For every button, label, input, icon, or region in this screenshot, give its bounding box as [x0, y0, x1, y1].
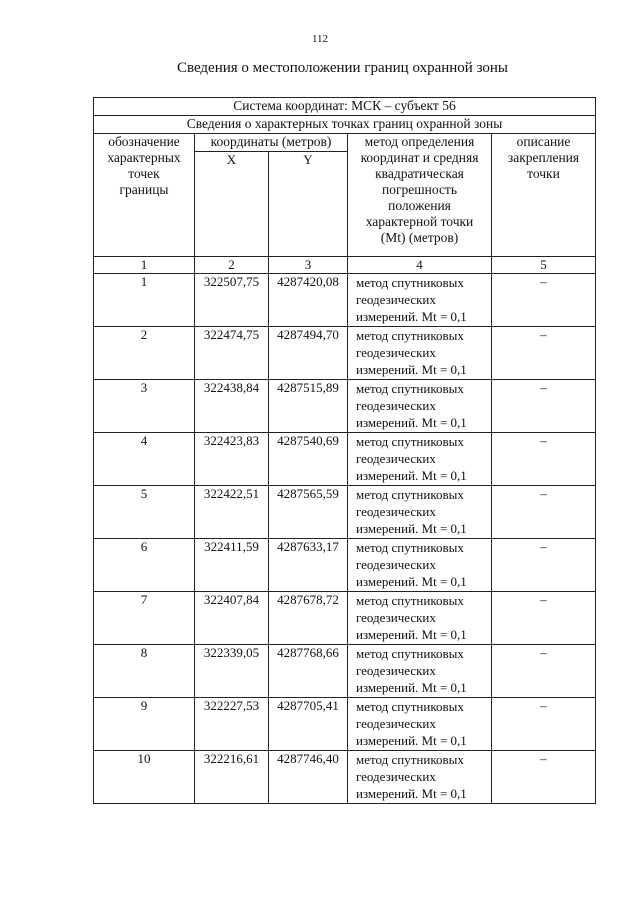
point-description: – — [492, 486, 596, 539]
coord-y: 4287705,41 — [269, 698, 348, 751]
column-number: 5 — [492, 257, 596, 274]
table-row — [94, 645, 596, 698]
header-row-1 — [94, 134, 596, 152]
method-line: метод спутниковых — [356, 699, 464, 714]
header-method-line: (Mt) (метров) — [380, 230, 459, 245]
subtitle-row — [94, 116, 596, 134]
coord-x: 322474,75 — [195, 327, 269, 380]
coord-y: 4287633,17 — [269, 539, 348, 592]
point-description: – — [492, 539, 596, 592]
table-row — [94, 592, 596, 645]
coord-x: 322339,05 — [195, 645, 269, 698]
coordinate-system: Система координат: МСК – субъект 56 — [94, 98, 596, 116]
coord-y: 4287540,69 — [269, 433, 348, 486]
coord-x: 322227,53 — [195, 698, 269, 751]
header-coordinates: координаты (метров) — [195, 134, 348, 152]
coord-x: 322423,83 — [195, 433, 269, 486]
method-line: геодезических — [356, 716, 436, 731]
method-line: геодезических — [356, 451, 436, 466]
method-line: измерений. Mt = 0,1 — [356, 309, 467, 324]
point-description: – — [492, 327, 596, 380]
method-line: геодезических — [356, 610, 436, 625]
method-line: геодезических — [356, 663, 436, 678]
coord-y: 4287515,89 — [269, 380, 348, 433]
method-cell — [348, 751, 492, 804]
method-line: метод спутниковых — [356, 593, 464, 608]
coord-x: 322422,51 — [195, 486, 269, 539]
point-description: – — [492, 380, 596, 433]
point-description: – — [492, 645, 596, 698]
point-number: 1 — [94, 274, 195, 327]
column-number-row — [94, 257, 596, 274]
method-line: метод спутниковых — [356, 646, 464, 661]
method-cell — [348, 274, 492, 327]
table-row — [94, 380, 596, 433]
method-line: метод спутниковых — [356, 487, 464, 502]
point-number: 9 — [94, 698, 195, 751]
header-point-line: обозначение — [108, 134, 180, 149]
method-cell — [348, 380, 492, 433]
header-method-line: метод определения — [364, 134, 475, 149]
point-number: 6 — [94, 539, 195, 592]
coord-y: 4287768,66 — [269, 645, 348, 698]
table-row — [94, 433, 596, 486]
method-line: геодезических — [356, 769, 436, 784]
method-line: геодезических — [356, 292, 436, 307]
column-number: 1 — [94, 257, 195, 274]
method-line: измерений. Mt = 0,1 — [356, 362, 467, 377]
coord-y: 4287565,59 — [269, 486, 348, 539]
coord-y: 4287678,72 — [269, 592, 348, 645]
column-number: 3 — [269, 257, 348, 274]
method-cell — [348, 433, 492, 486]
method-line: геодезических — [356, 557, 436, 572]
header-method-line: погрешность — [381, 182, 457, 197]
coord-y: 4287420,08 — [269, 274, 348, 327]
table-row — [94, 274, 596, 327]
header-y: Y — [269, 152, 348, 257]
point-number: 5 — [94, 486, 195, 539]
table-row — [94, 539, 596, 592]
header-method-line: координат и средняя — [360, 150, 479, 165]
column-number: 2 — [195, 257, 269, 274]
table-row — [94, 751, 596, 804]
method-cell — [348, 539, 492, 592]
point-number: 4 — [94, 433, 195, 486]
header-point-line: границы — [119, 182, 169, 197]
point-description: – — [492, 433, 596, 486]
point-number: 3 — [94, 380, 195, 433]
method-line: измерений. Mt = 0,1 — [356, 733, 467, 748]
coord-x: 322407,84 — [195, 592, 269, 645]
point-number: 2 — [94, 327, 195, 380]
document-title: Сведения о местоположении границ охранной зоны — [176, 60, 509, 76]
method-line: метод спутниковых — [356, 275, 464, 290]
header-x: X — [195, 152, 269, 257]
column-number: 4 — [348, 257, 492, 274]
method-line: метод спутниковых — [356, 328, 464, 343]
header-point-line: точек — [128, 166, 160, 181]
method-cell — [348, 645, 492, 698]
header-point-designation — [94, 134, 195, 257]
table-row — [94, 327, 596, 380]
method-line: измерений. Mt = 0,1 — [356, 574, 467, 589]
point-number: 7 — [94, 592, 195, 645]
method-cell — [348, 592, 492, 645]
header-point-line: характерных — [107, 150, 181, 165]
point-description: – — [492, 698, 596, 751]
table-subtitle: Сведения о характерных точках границ охранной зоны — [94, 116, 596, 134]
coord-x: 322438,84 — [195, 380, 269, 433]
method-line: измерений. Mt = 0,1 — [356, 521, 467, 536]
method-line: измерений. Mt = 0,1 — [356, 468, 467, 483]
method-line: измерений. Mt = 0,1 — [356, 415, 467, 430]
coord-x: 322216,61 — [195, 751, 269, 804]
method-cell — [348, 486, 492, 539]
point-number: 10 — [94, 751, 195, 804]
point-description: – — [492, 751, 596, 804]
method-cell — [348, 698, 492, 751]
point-description: – — [492, 274, 596, 327]
point-number: 8 — [94, 645, 195, 698]
method-line: метод спутниковых — [356, 381, 464, 396]
method-line: геодезических — [356, 398, 436, 413]
header-method-line: характерной точки — [365, 214, 474, 229]
coord-y: 4287494,70 — [269, 327, 348, 380]
point-description: – — [492, 592, 596, 645]
method-line: метод спутниковых — [356, 752, 464, 767]
method-cell — [348, 327, 492, 380]
header-method-line: квадратическая — [375, 166, 464, 181]
method-line: измерений. Mt = 0,1 — [356, 680, 467, 695]
header-description — [492, 134, 596, 257]
page-number: 112 — [311, 33, 329, 45]
coordinate-system-row — [94, 98, 596, 116]
coord-x: 322507,75 — [195, 274, 269, 327]
table-row — [94, 486, 596, 539]
header-desc-line: точки — [527, 166, 560, 181]
method-line: геодезических — [356, 345, 436, 360]
table-row — [94, 698, 596, 751]
coord-y: 4287746,40 — [269, 751, 348, 804]
method-line: метод спутниковых — [356, 540, 464, 555]
header-desc-line: описание — [516, 134, 571, 149]
boundary-points-table — [93, 97, 596, 804]
method-line: измерений. Mt = 0,1 — [356, 627, 467, 642]
header-method — [348, 134, 492, 257]
method-line: измерений. Mt = 0,1 — [356, 786, 467, 801]
header-desc-line: закрепления — [507, 150, 580, 165]
table-body — [94, 274, 596, 804]
header-method-line: положения — [388, 198, 451, 213]
coord-x: 322411,59 — [195, 539, 269, 592]
method-line: метод спутниковых — [356, 434, 464, 449]
method-line: геодезических — [356, 504, 436, 519]
